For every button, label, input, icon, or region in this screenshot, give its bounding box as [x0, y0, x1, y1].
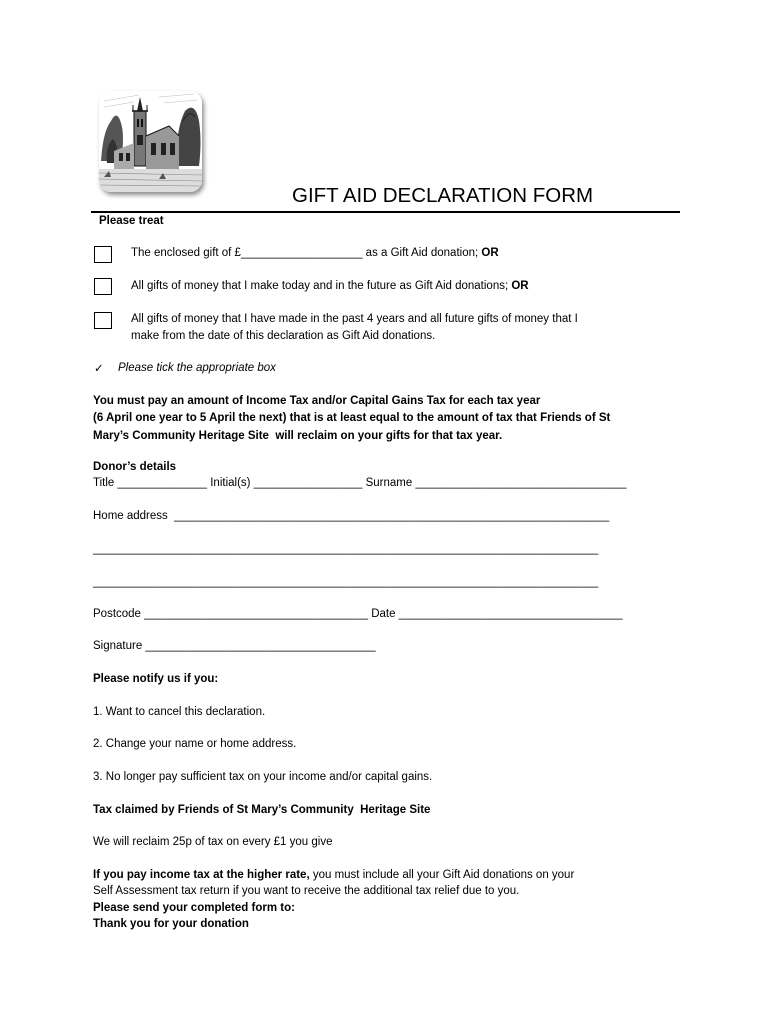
signature-field[interactable]: Signature ____________________________________	[93, 640, 376, 652]
tick-instruction: Please tick the appropriate box	[118, 362, 276, 374]
send-form-instruction: Please send your completed form to:	[93, 902, 295, 914]
option-future-gifts-label	[131, 280, 529, 292]
postcode-date-fields[interactable]: Postcode ___________________________________ Date ___________________________________	[93, 608, 623, 620]
home-address-field[interactable]: Home address ____________________________________________________________________	[93, 510, 610, 522]
thank-you-text: Thank you for your donation	[93, 918, 249, 930]
check-mark-icon: ✓	[94, 363, 104, 375]
option-past-and-future-checkbox[interactable]	[94, 312, 112, 329]
option-past-future-line2: make from the date of this declaration as Gift Aid donations.	[131, 330, 436, 342]
tax-statement-line1: You must pay an amount of Income Tax and/or Capital Gains Tax for each tax year	[93, 395, 541, 407]
church-illustration	[99, 91, 202, 192]
option-or-2: OR	[511, 280, 529, 292]
tax-statement-line2: (6 April one year to 5 April the next) that is at least equal to the amount of tax that Friends of St	[93, 412, 611, 424]
address-line-2-field[interactable]: _______________________________________________________________________________	[93, 543, 599, 555]
notify-item-3: 3. No longer pay sufficient tax on your income and/or capital gains.	[93, 771, 433, 783]
option-enclosed-gift-checkbox[interactable]	[94, 246, 112, 263]
higher-rate-line2: Self Assessment tax return if you want to receive the additional tax relief due to you.	[93, 885, 520, 897]
option-future-gifts-checkbox[interactable]	[94, 278, 112, 295]
option-or-1: OR	[481, 247, 499, 259]
reclaim-text: We will reclaim 25p of tax on every £1 you give	[93, 836, 333, 848]
address-line-3-field[interactable]: _______________________________________________________________________________	[93, 576, 599, 588]
higher-rate-line1	[93, 869, 574, 881]
option-future-gifts-text: All gifts of money that I make today and in the future as Gift Aid donations;	[131, 280, 512, 292]
title-rule	[91, 211, 680, 213]
donor-details-heading: Donor’s details	[93, 461, 177, 473]
please-treat-label: Please treat	[99, 215, 164, 227]
option-enclosed-gift-text: The enclosed gift of £___________________ as a Gift Aid donation;	[131, 247, 482, 259]
higher-rate-bold: If you pay income tax at the higher rate,	[93, 869, 310, 881]
notify-item-2: 2. Change your name or home address.	[93, 738, 297, 750]
form-title: GIFT AID DECLARATION FORM	[292, 184, 594, 207]
tax-statement-line3: Mary’s Community Heritage Site will reclaim on your gifts for that tax year.	[93, 430, 503, 442]
higher-rate-rest: you must include all your Gift Aid donations on your	[309, 869, 575, 881]
notify-heading: Please notify us if you:	[93, 673, 219, 685]
option-past-future-line1: All gifts of money that I have made in the past 4 years and all future gifts of money that I	[131, 313, 578, 325]
church-logo	[99, 91, 202, 192]
tax-claimed-heading: Tax claimed by Friends of St Mary’s Community Heritage Site	[93, 804, 431, 816]
name-fields-line[interactable]: Title ______________ Initial(s) _________________ Surname _________________________________	[93, 477, 627, 489]
option-enclosed-gift-label	[131, 247, 499, 259]
notify-item-1: 1. Want to cancel this declaration.	[93, 706, 266, 718]
